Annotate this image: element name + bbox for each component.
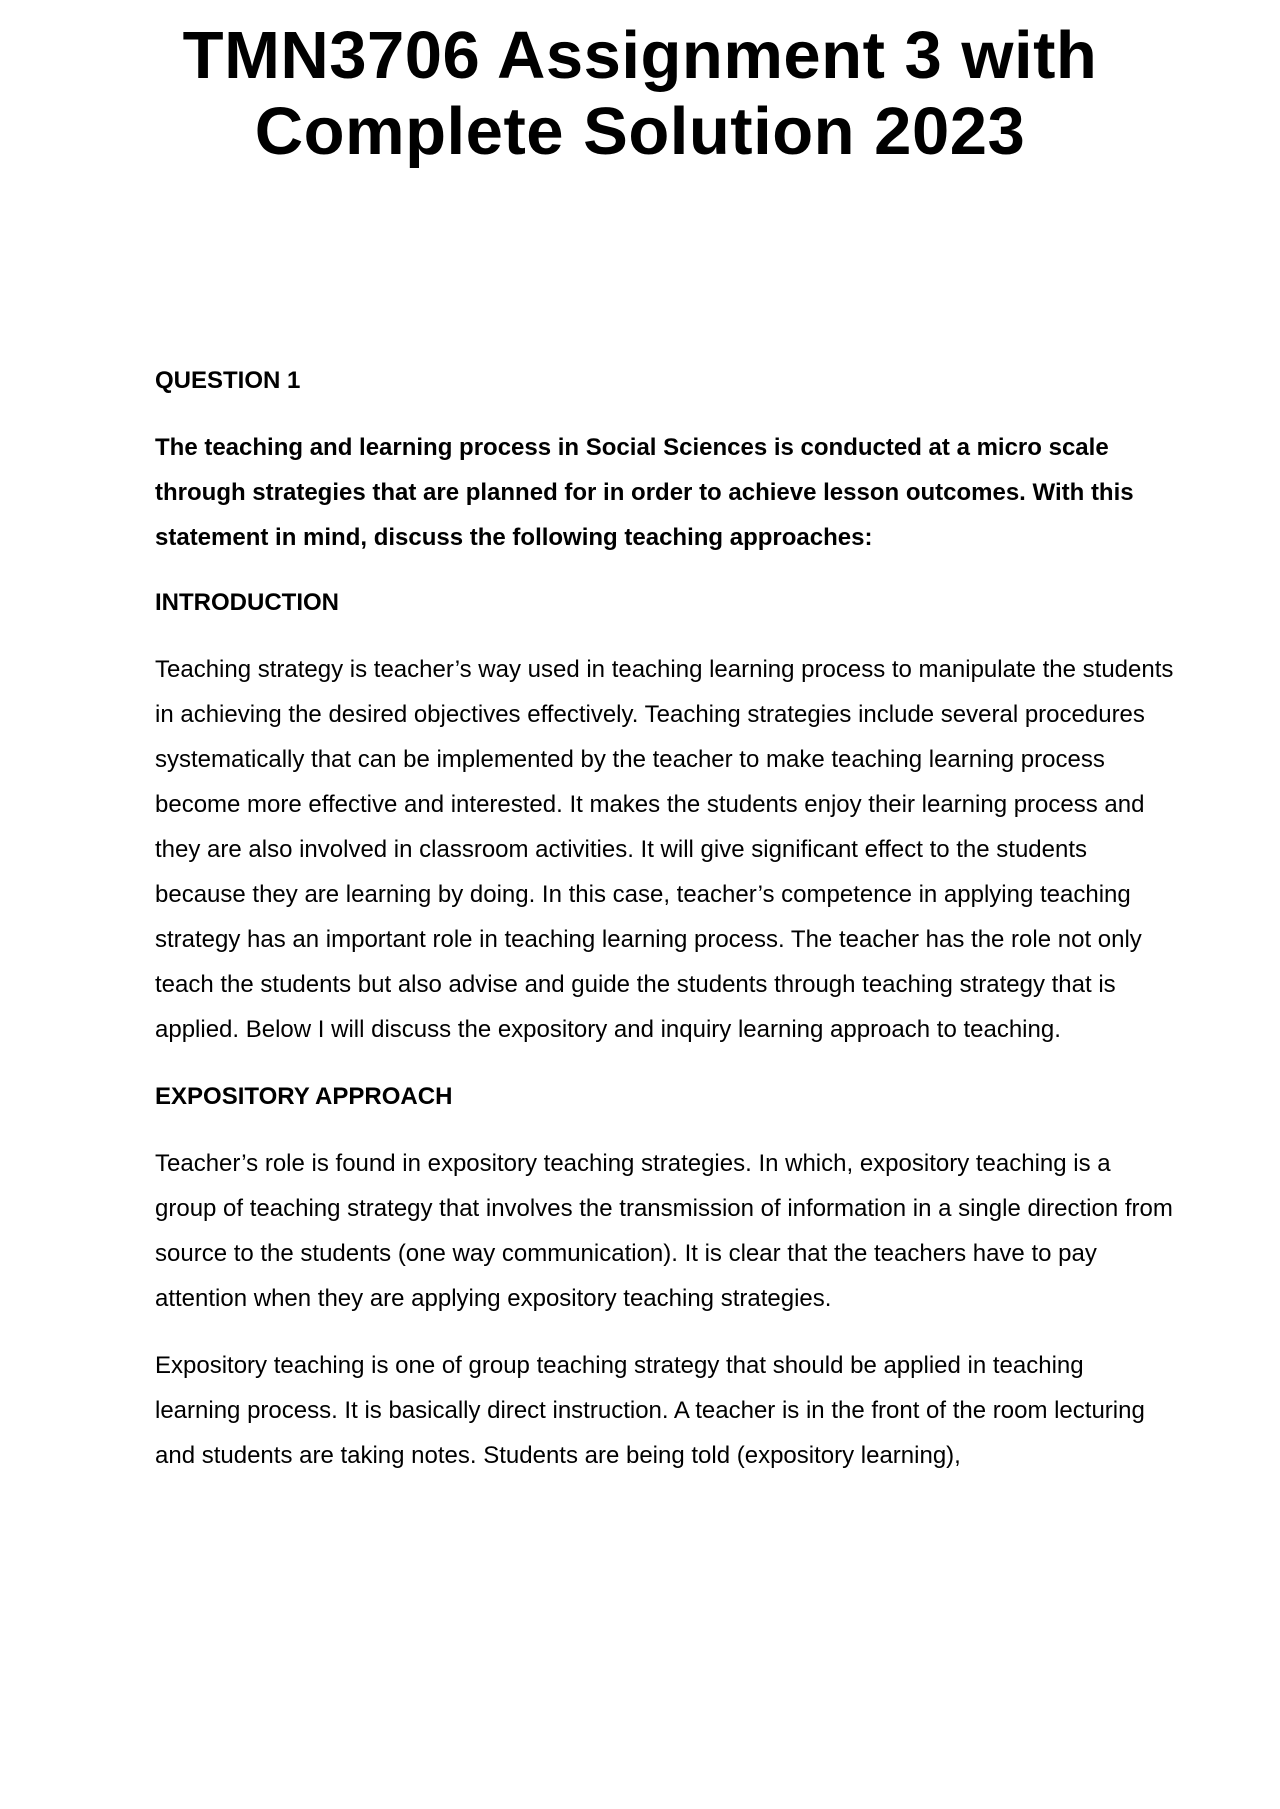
expository-paragraph-1: Teacher’s role is found in expository teaching strategies. In which, expository teaching is a group of teaching strategy that involves the transmission of information in a single direction from source to the students (one way communication). It is clear that the teachers have to pay attention when they are applying expository teaching strategies. (155, 1150, 1173, 1312)
document-title: TMN3706 Assignment 3 with Complete Solution 2023 (182, 18, 1098, 169)
document-body (155, 358, 1175, 1500)
question-prompt: The teaching and learning process in Social Sciences is conducted at a micro scale through strategies that are planned for in order to achieve lesson outcomes. With this statement in mind, discuss the following teaching approaches: (155, 434, 1134, 551)
introduction-heading: INTRODUCTION (155, 589, 339, 616)
expository-paragraph-2: Expository teaching is one of group teaching strategy that should be applied in teaching learning process. It is basically direct instruction. A teacher is in the front of the room lecturing and students are taking notes. Students are being told (expository learning), (155, 1352, 1145, 1469)
introduction-paragraph: Teaching strategy is teacher’s way used in teaching learning process to manipulate the students in achieving the desired objectives effectively. Teaching strategies include several procedures systematically that can be implemented by the teacher to make teaching learning process become more effective and interested. It makes the students enjoy their learning process and they are also involved in classroom activities. It will give significant effect to the students because they are learning by doing. In this case, teacher’s competence in applying teaching strategy has an important role in teaching learning process. The teacher has the role not only teach the students but also advise and guide the students through teaching strategy that is applied. Below I will discuss the expository and inquiry learning approach to teaching. (155, 656, 1174, 1043)
question-heading: QUESTION 1 (155, 367, 301, 394)
expository-heading: EXPOSITORY APPROACH (155, 1083, 453, 1110)
